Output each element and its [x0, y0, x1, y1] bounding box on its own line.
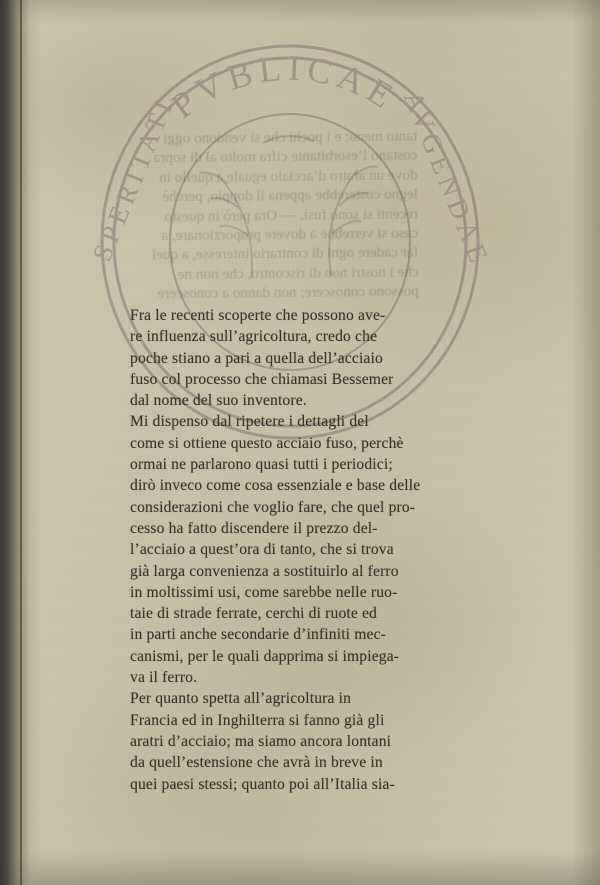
text-line: in moltissimi usi, come sarebbe nelle ruo-	[130, 583, 398, 601]
binding-gutter-line	[20, 0, 22, 885]
body-text	[108, 305, 426, 795]
text-line: ormai ne parlarono quasi tutti i periodici;	[130, 456, 393, 474]
bleed-line: costano l’esorbitante cifra molto al di sopra	[153, 146, 418, 167]
paragraph-2	[108, 411, 426, 688]
text-line: già larga convenienza a sostituirlo al ferro	[130, 562, 399, 580]
text-line: da quell’estensione che avrà in breve in	[130, 754, 383, 772]
bleed-line: far cadere ogni di contrario interesse, a quel	[151, 243, 419, 264]
bleed-line: che i nostri non di riscontro, che non ne	[177, 263, 419, 283]
page-edge-right-shading	[572, 0, 600, 885]
text-line: taie di strade ferrate, cerchi di ruote ed	[130, 605, 378, 623]
page-edge-bottom-shading	[0, 851, 600, 885]
bleed-line: recenti si sono fusi. — Ora però in questo	[164, 205, 419, 225]
text-line: aratri d’acciaio; ma siamo ancora lontani	[130, 732, 392, 750]
page-edge-top-shading	[0, 0, 600, 22]
text-line: Fra le recenti scoperte che possono ave-	[130, 307, 386, 324]
stamp-left-text: SPERITATI	[86, 92, 180, 266]
text-line: va il ferro.	[130, 669, 198, 687]
text-line: Francia ed in Inghilterra si fanno già gli	[130, 711, 385, 729]
text-line: considerazioni che voglio fare, che quel pro-	[130, 498, 416, 516]
text-line: fuso col processo che chiamasi Bessemer	[130, 370, 394, 388]
bleed-line: possono conoscere; non danno a conoscere	[157, 282, 419, 303]
text-line: dal nome del suo inventore.	[130, 392, 307, 410]
text-line: canismi, per le quali dapprima si impiega-	[130, 647, 400, 665]
text-line: Mi dispenso dal ripetere i dettagli del	[130, 413, 369, 431]
bleed-line: caso si verrebbe a dovere proporzionare, a	[161, 224, 419, 245]
bleed-line: dove un aratro d’acciaio eguale a quello in	[159, 166, 418, 186]
bleed-line: tanto meno; e i pochi che si vendono oggi	[163, 127, 418, 148]
text-line: poche stiano a pari a quella dell’acciaio	[130, 349, 383, 367]
text-line: Per quanto spetta all’agricoltura in	[130, 690, 352, 708]
text-line: quei paesi stessi; quanto poi all’Italia sia-	[130, 775, 395, 793]
text-line: cesso ha fatto discendere il prezzo del-	[130, 519, 378, 537]
bleed-line: legno costerebbe appena il doppio, perchè	[162, 185, 418, 206]
paragraph-3	[108, 688, 426, 794]
paragraph-1	[108, 305, 426, 411]
text-line: come si ottiene questo acciaio fuso, perchè	[130, 434, 404, 452]
text-line: dirò inveco come cosa essenziale e base delle	[130, 477, 421, 495]
text-line: in parti anche secondarie d’infiniti mec-	[130, 626, 386, 644]
text-line: l’acciaio a quest’ora di tanto, che si trova	[130, 541, 394, 559]
stamp-top-text: PVBLICAE	[163, 47, 406, 127]
stamp-right-text: AVGENDAE	[397, 86, 496, 271]
text-line: re influenza sull’agricoltura, credo che	[130, 328, 378, 346]
